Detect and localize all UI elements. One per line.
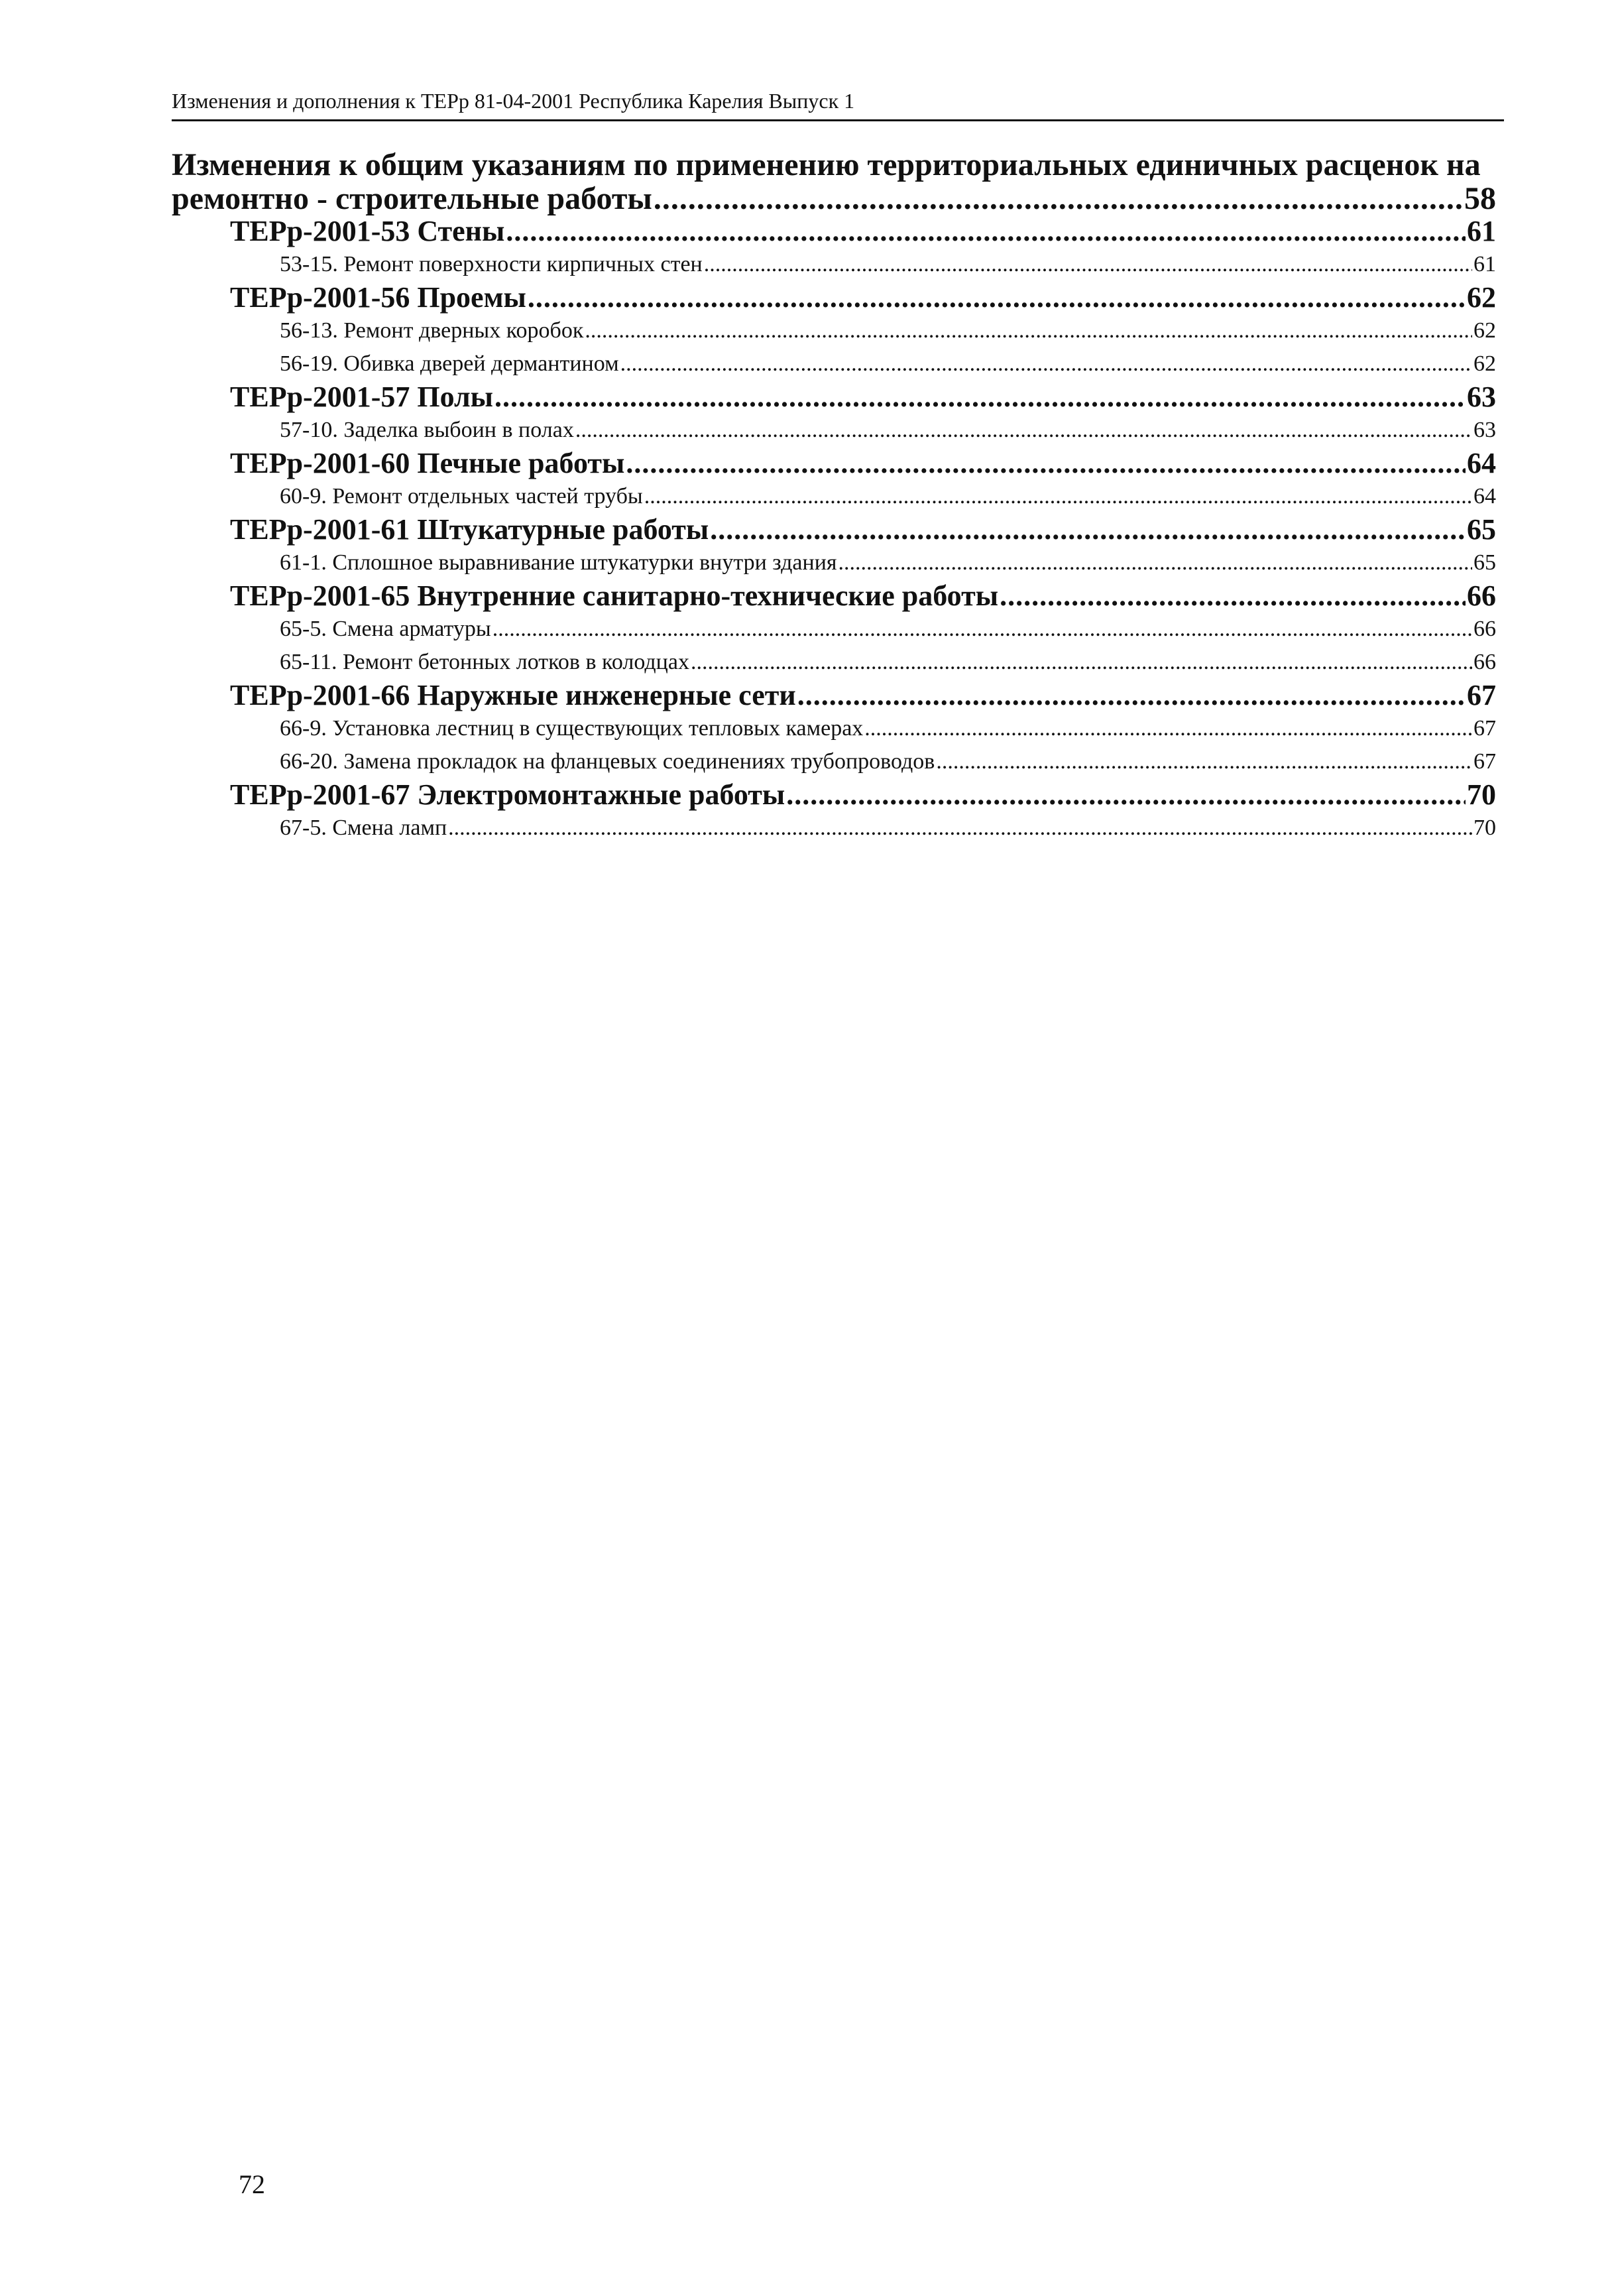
toc-section[interactable] <box>172 447 1496 480</box>
toc-item-page: 66 <box>1473 617 1496 641</box>
toc-item-page: 62 <box>1473 351 1496 376</box>
dot-leader <box>864 712 1472 745</box>
toc-item[interactable] <box>172 414 1496 447</box>
dot-leader <box>797 679 1466 712</box>
toc-section-page: 61 <box>1467 215 1496 247</box>
dot-leader <box>585 314 1472 347</box>
dot-leader <box>506 215 1466 248</box>
toc-item-page: 66 <box>1473 650 1496 674</box>
toc-item[interactable] <box>172 646 1496 679</box>
dot-leader <box>644 480 1472 513</box>
toc-item[interactable] <box>172 480 1496 513</box>
header-rule <box>172 119 1504 121</box>
toc-item-title: 61-1. Сплошное выравнивание штукатурки внутри здания <box>280 550 837 575</box>
toc-main-title: Изменения к общим указаниям по применению территориальных единичных расценок на <box>172 147 1481 182</box>
toc-item[interactable] <box>172 314 1496 347</box>
toc-section-page: 63 <box>1467 381 1496 413</box>
page-number: 72 <box>239 2169 265 2199</box>
dot-leader <box>448 812 1472 845</box>
toc-item[interactable] <box>172 546 1496 579</box>
toc-section-title: ТЕРр-2001-65 Внутренние санитарно-технические работы <box>230 579 999 612</box>
dot-leader <box>691 646 1472 679</box>
toc-item-page: 65 <box>1473 550 1496 575</box>
toc-item-title: 67-5. Смена ламп <box>280 816 447 840</box>
toc-section[interactable] <box>172 215 1496 248</box>
toc-item[interactable] <box>172 712 1496 745</box>
toc-item-title: 57-10. Заделка выбоин в полах <box>280 418 574 442</box>
toc-section-page: 64 <box>1467 447 1496 479</box>
dot-leader <box>492 613 1472 646</box>
dot-leader <box>1000 579 1466 613</box>
toc-item-page: 64 <box>1473 484 1496 509</box>
toc-item-title: 65-5. Смена арматуры <box>280 617 491 641</box>
toc-main-entry[interactable] <box>172 183 1496 215</box>
dot-leader <box>710 513 1466 546</box>
toc-section-page: 66 <box>1467 579 1496 612</box>
toc-item[interactable] <box>172 745 1496 778</box>
toc-item-title: 66-20. Замена прокладок на фланцевых соединениях трубопроводов <box>280 749 935 774</box>
toc-section[interactable] <box>172 513 1496 546</box>
dot-leader <box>936 745 1472 778</box>
dot-leader <box>786 778 1466 812</box>
toc-item-title: 56-13. Ремонт дверных коробок <box>280 318 584 343</box>
toc-section[interactable] <box>172 281 1496 314</box>
toc-section-page: 67 <box>1467 679 1496 711</box>
toc-item-page: 67 <box>1473 749 1496 774</box>
toc-item-title: 66-9. Установка лестниц в существующих тепловых камерах <box>280 716 864 741</box>
toc-item-title: 53-15. Ремонт поверхности кирпичных стен <box>280 252 703 276</box>
toc-section-page: 65 <box>1467 513 1496 546</box>
toc-main-entry-page: 58 <box>1464 181 1496 216</box>
toc-item-page: 70 <box>1473 816 1496 840</box>
toc-section-title: ТЕРр-2001-53 Стены <box>230 215 505 247</box>
toc-section-title: ТЕРр-2001-61 Штукатурные работы <box>230 513 709 546</box>
toc-section-page: 62 <box>1467 281 1496 314</box>
dot-leader <box>528 281 1466 314</box>
dot-leader <box>838 546 1472 579</box>
toc-section[interactable] <box>172 679 1496 712</box>
dot-leader <box>575 414 1472 447</box>
dot-leader <box>704 248 1472 281</box>
toc-section[interactable] <box>172 381 1496 414</box>
toc-section-page: 70 <box>1467 778 1496 811</box>
dot-leader <box>620 347 1472 381</box>
toc-section-title: ТЕРр-2001-57 Полы <box>230 381 494 413</box>
toc-section[interactable] <box>172 778 1496 812</box>
toc-section-title: ТЕРр-2001-67 Электромонтажные работы <box>230 778 785 811</box>
dot-leader <box>494 381 1466 414</box>
toc-item-page: 62 <box>1473 318 1496 343</box>
toc-item-page: 61 <box>1473 252 1496 276</box>
toc-item-title: 60-9. Ремонт отдельных частей трубы <box>280 484 643 509</box>
toc-item-page: 67 <box>1473 716 1496 741</box>
dot-leader <box>626 447 1466 480</box>
dot-leader <box>654 183 1463 215</box>
toc-section[interactable] <box>172 579 1496 613</box>
table-of-contents <box>172 147 1496 845</box>
toc-item[interactable] <box>172 812 1496 845</box>
toc-section-title: ТЕРр-2001-66 Наружные инженерные сети <box>230 679 796 711</box>
toc-section-title: ТЕРр-2001-60 Печные работы <box>230 447 625 479</box>
toc-item-title: 65-11. Ремонт бетонных лотков в колодцах <box>280 650 689 674</box>
toc-item-page: 63 <box>1473 418 1496 442</box>
toc-item[interactable] <box>172 248 1496 281</box>
toc-section-title: ТЕРр-2001-56 Проемы <box>230 281 526 314</box>
running-header: Изменения и дополнения к ТЕРр 81-04-2001 Республика Карелия Выпуск 1 <box>172 89 855 113</box>
toc-item-title: 56-19. Обивка дверей дермантином <box>280 351 619 376</box>
toc-item[interactable] <box>172 613 1496 646</box>
toc-main-entry-label: ремонтно - строительные работы <box>172 181 652 216</box>
toc-item[interactable] <box>172 347 1496 381</box>
